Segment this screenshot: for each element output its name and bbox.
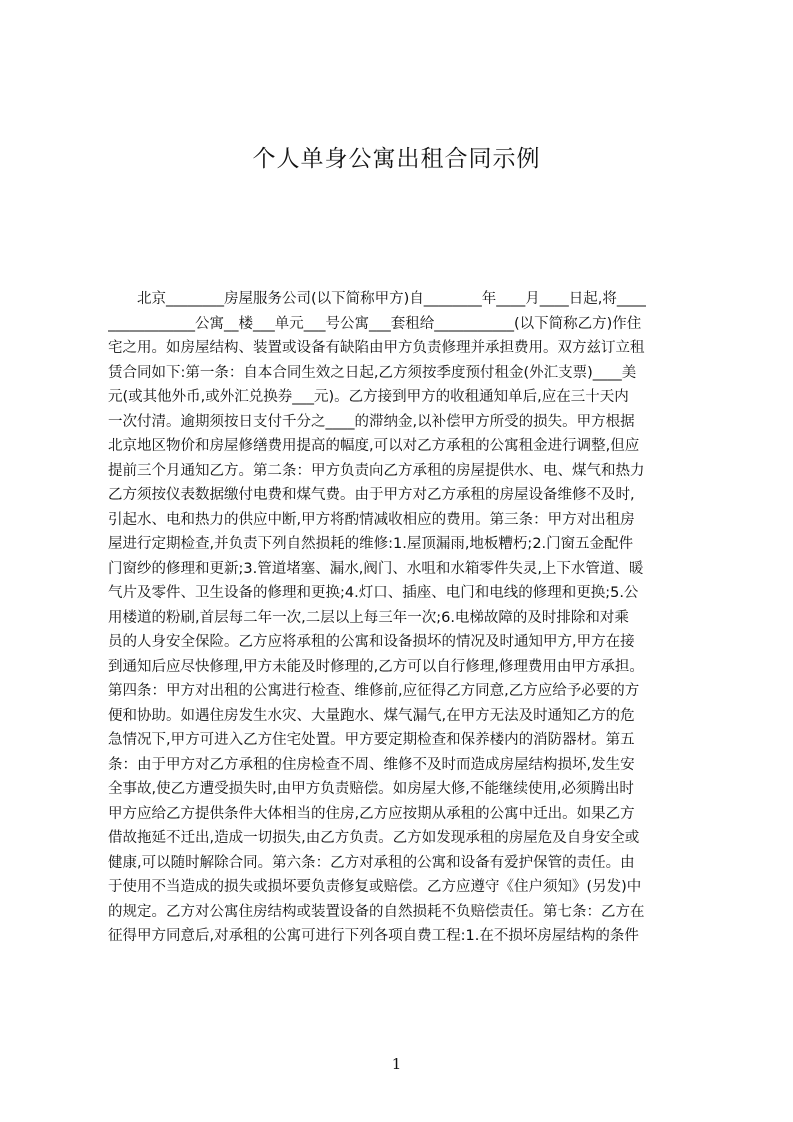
body-line: 一次付清。逾期须按日支付千分之____的滞纳金,以补偿甲方所受的损失。甲方根据 <box>108 413 635 430</box>
body-line: 借故拖延不迁出,造成一切损失,由乙方负责。乙方如发现承租的房屋危及自身安全或 <box>108 830 640 846</box>
body-line: 气片及零件、卫生设备的修理和更换;4.灯口、插座、电门和电线的修理和更换;5.公 <box>108 585 639 601</box>
body-line: 条：由于甲方对乙方承租的住房检查不周、维修不及时而造成房屋结构损坏,发生安 <box>108 756 635 773</box>
body-line: 甲方应给乙方提供条件大体相当的住房,乙方应按期从承租的公寓中迁出。如果乙方 <box>108 805 635 822</box>
body-line: 急情况下,甲方可进入乙方住宅处置。甲方要定期检查和保养楼内的消防器材。第五 <box>108 732 635 748</box>
body-line: 引起水、电和热力的供应中断,甲方将酌情减收相应的费用。第三条：甲方对出租房 <box>108 511 635 528</box>
body-line: 北京________房屋服务公司(以下简称甲方)自________年____月____日起,将____ <box>108 291 646 307</box>
body-line: 提前三个月通知乙方。第二条：甲方负责向乙方承租的房屋提供水、电、煤气和热力 <box>108 462 645 479</box>
body-line: 门窗纱的修理和更新;3.管道堵塞、漏水,阀门、水咀和水箱零件失灵,上下水管道、暖 <box>108 560 644 577</box>
body-line: 全事故,使乙方遭受损失时,由甲方负责赔偿。如房屋大修,不能继续使用,必须腾出时 <box>108 781 634 797</box>
body-line: 元(或其他外币,或外汇兑换券___元)。乙方接到甲方的收租通知单后,应在三十天内 <box>108 389 629 405</box>
document-title: 个人单身公寓出租合同示例 <box>252 146 541 172</box>
body-line: 用楼道的粉刷,首层每二年一次,二层以上每三年一次;6.电梯故障的及时排除和对乘 <box>108 609 629 626</box>
body-line: ____________公寓__楼___单元___号公寓___套租给___________(以下简称乙方)作住 <box>108 315 642 332</box>
page-number: 1 <box>391 1055 402 1073</box>
body-line: 乙方须按仪表数据缴付电费和煤气费。由于甲方对乙方承租的房屋设备维修不及时, <box>108 487 635 503</box>
body-line: 健康,可以随时解除合同。第六条：乙方对承租的公寓和设备有爱护保管的责任。由 <box>108 854 635 871</box>
body-line: 的规定。乙方对公寓住房结构或装置设备的自然损耗不负赔偿责任。第七条：乙方在 <box>108 903 645 920</box>
body-line: 赁合同如下:第一条：自本合同生效之日起,乙方须按季度预付租金(外汇支票)____美 <box>108 364 637 381</box>
body-line: 北京地区物价和房屋修缮费用提高的幅度,可以对乙方承租的公寓租金进行调整,但应 <box>108 438 640 454</box>
body-line: 宅之用。如房屋结构、装置或设备有缺陷由甲方负责修理并承担费用。双方兹订立租 <box>108 340 645 356</box>
body-line: 员的人身安全保险。乙方应将承租的公寓和设备损坏的情况及时通知甲方,甲方在接 <box>108 634 635 650</box>
body-line: 便和协助。如遇住房发生水灾、大量跑水、煤气漏气,在甲方无法及时通知乙方的危 <box>108 707 635 724</box>
body-line: 征得甲方同意后,对承租的公寓可进行下列各项自费工程:1.在不损坏房屋结构的条件 <box>108 928 639 944</box>
body-line: 第四条：甲方对出租的公寓进行检查、维修前,应征得乙方同意,乙方应给予必要的方 <box>108 683 640 699</box>
body-line: 于使用不当造成的损失或损坏要负责修复或赔偿。乙方应遵守《住户须知》(另发)中 <box>108 879 642 895</box>
body-line: 屋进行定期检查,并负责下列自然损耗的维修:1.屋顶漏雨,地板糟朽;2.门窗五金配件 <box>108 536 634 552</box>
body-line: 到通知后应尽快修理,甲方未能及时修理的,乙方可以自行修理,修理费用由甲方承担。 <box>108 658 644 675</box>
document-body <box>108 287 698 949</box>
